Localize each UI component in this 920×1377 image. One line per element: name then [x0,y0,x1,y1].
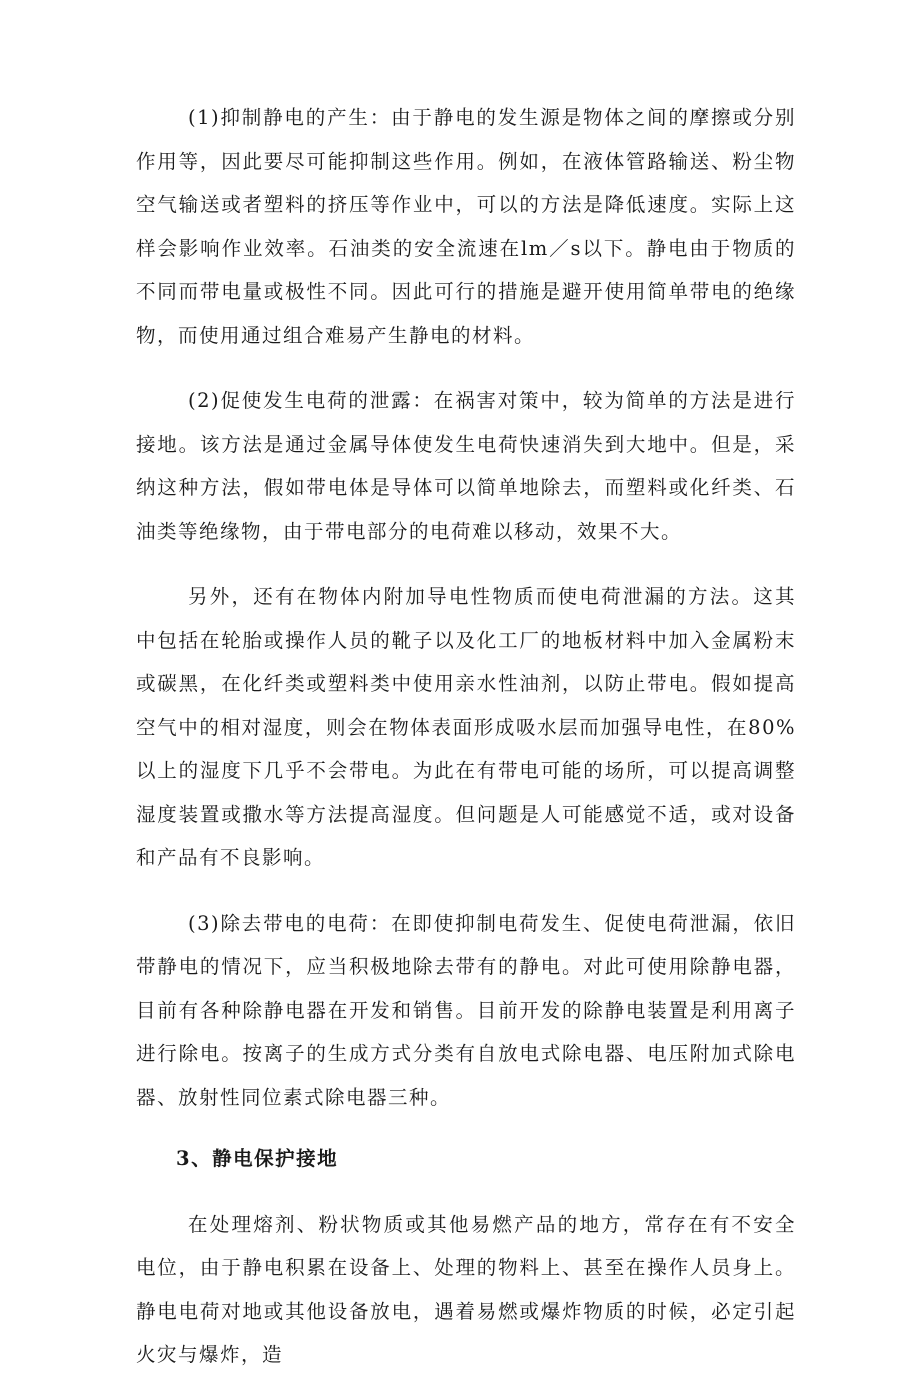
paragraph-conductive-additives: 另外，还有在物体内附加导电性物质而使电荷泄漏的方法。这其中包括在轮胎或操作人员的靴子以及化工厂的地板材料中加入金属粉末或碳黑，在化纤类或塑料类中使用亲水性油剂，以防止带电。假如提高空气中的相对湿度，则会在物体表面形成吸水层而加强导电性，在80%以上的湿度下几乎不会带电。为此在有带电可能的场所，可以提高调整湿度装置或撒水等方法提高湿度。但问题是人可能感觉不适，或对设备和产品有不良影响。 [136,585,796,869]
section-heading: 3、静电保护接地 [176,1147,339,1170]
paragraph-suppress-static: (1)抑制静电的产生：由于静电的发生源是物体之间的摩擦或分别作用等，因此要尽可能抑制这些作用。例如，在液体管路输送、粉尘物空气输送或者塑料的挤压等作业中，可以的方法是降低速度。实际上这样会影响作业效率。石油类的安全流速在lm／s以下。静电由于物质的不同而带电量或极性不同。因此可行的措施是避开使用简单带电的绝缘物，而使用通过组合难易产生静电的材料。 [136,106,796,347]
paragraph-grounding: 在处理熔剂、粉状物质或其他易燃产品的地方，常存在有不安全电位，由于静电积累在设备上、处理的物料上、甚至在操作人员身上。静电电荷对地或其他设备放电，遇着易燃或爆炸物质的时候，必定引起火灾与爆炸，造 [136,1212,796,1366]
paragraph-remove-charge: (3)除去带电的电荷：在即使抑制电荷发生、促使电荷泄漏，依旧带静电的情况下，应当积极地除去带有的静电。对此可使用除静电器，目前有各种除静电器在开发和销售。目前开发的除静电装置是利用离子进行除电。按离子的生成方式分类有自放电式除电器、电压附加式除电器、放射性同位素式除电器三种。 [136,911,796,1109]
paragraph-charge-leakage: (2)促使发生电荷的泄露：在祸害对策中，较为简单的方法是进行接地。该方法是通过金属导体使发生电荷快速消失到大地中。但是，采纳这种方法，假如带电体是导体可以简单地除去，而塑料或化纤类、石油类等绝缘物，由于带电部分的电荷难以移动，效果不大。 [136,389,796,543]
document-body [136,96,796,1377]
